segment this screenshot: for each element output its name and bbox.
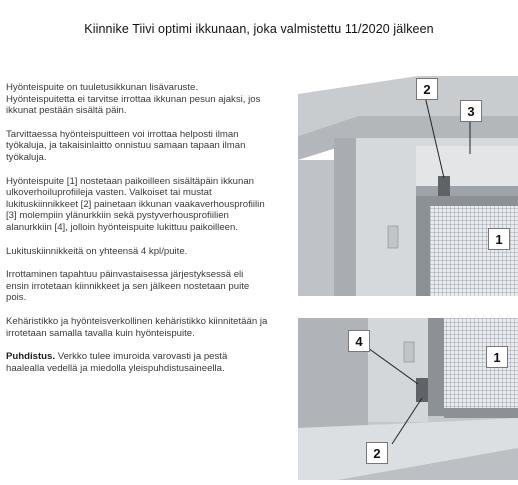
- callout-3-horizontal-profile: 3: [460, 100, 482, 122]
- callout-1-insect-frame: 1: [488, 228, 510, 250]
- insect-frame-top: [430, 196, 518, 206]
- instructions-text: [6, 82, 268, 386]
- insect-frame-side: [428, 318, 444, 416]
- paragraph-fastener-count: Lukituskiinnikkeitä on yhteensä 4 kpl/puite.: [6, 245, 188, 257]
- paragraph-intro: Hyönteispuite on tuuletusikkunan lisävaruste. Hyönteispuitetta ei tarvitse irrottaa ikkunan pesun ajaksi, jos ikkunat pestään sisältä päin.: [6, 82, 261, 117]
- cleaning-label: Puhdistus.: [6, 351, 56, 363]
- paragraph-removal: Tarvittaessa hyönteispuitteen voi irrottaa helposti ilman työkaluja, ja takaisinlaitto onnistuu samaan tapaan ilman työkaluja.: [6, 128, 246, 163]
- window-upper-corner-illustration: [298, 76, 518, 296]
- side-profile-depth: [334, 138, 356, 296]
- paragraph-frame-grid: Kehäristikko ja hyönteisverkollinen kehäristikko kiinnitetään ja irrotetaan samalla tavalla kuin hyönteispuite.: [6, 315, 268, 339]
- locking-clip: [438, 176, 450, 196]
- lower-corner-drawing: [298, 318, 518, 480]
- insect-frame-side: [416, 196, 430, 296]
- callout-2-fastener: 2: [366, 442, 388, 464]
- side-outer-profile: [298, 160, 334, 296]
- paragraph-installation: Hyönteispuite [1] nostetaan paikoilleen sisältäpäin ikkunan ulkoverhoiluprofiileja vasten. Valkoiset tai mustat lukituskiinnikkeet [2] painetaan ikkunan vaakaverhousprofiilin [3] molempiin ylänurkkiin sekä pystyverhousprofiilien alanurkkiin [4], jolloin hyönteispuite lukittuu paikoilleen.: [6, 175, 265, 233]
- paragraph-detaching: Irrottaminen tapahtuu päinvastaisessa järjestyksessä eli ensin irrotetaan kiinnikkeet ja sen jälkeen nostetaan puite pois.: [6, 269, 250, 304]
- window-lower-corner-illustration: [298, 318, 518, 480]
- cleaning-text: Verkko tulee imuroida varovasti ja pestä haalealla vedellä ja miedolla yleispuhdistusaineella.: [6, 351, 228, 374]
- hinge-detail: [404, 342, 414, 362]
- callout-4-lower-corner: 4: [348, 330, 370, 352]
- insect-mesh: [430, 206, 518, 296]
- callout-1-insect-frame: 1: [486, 346, 508, 368]
- upper-corner-drawing: [298, 76, 518, 296]
- paragraph-cleaning: [6, 351, 268, 374]
- hinge-detail: [388, 226, 398, 248]
- page-title: Kiinnike Tiivi optimi ikkunaan, joka valmistettu 11/2020 jälkeen: [84, 22, 434, 36]
- callout-2-fastener: 2: [416, 78, 438, 100]
- insect-frame-bottom: [444, 408, 518, 418]
